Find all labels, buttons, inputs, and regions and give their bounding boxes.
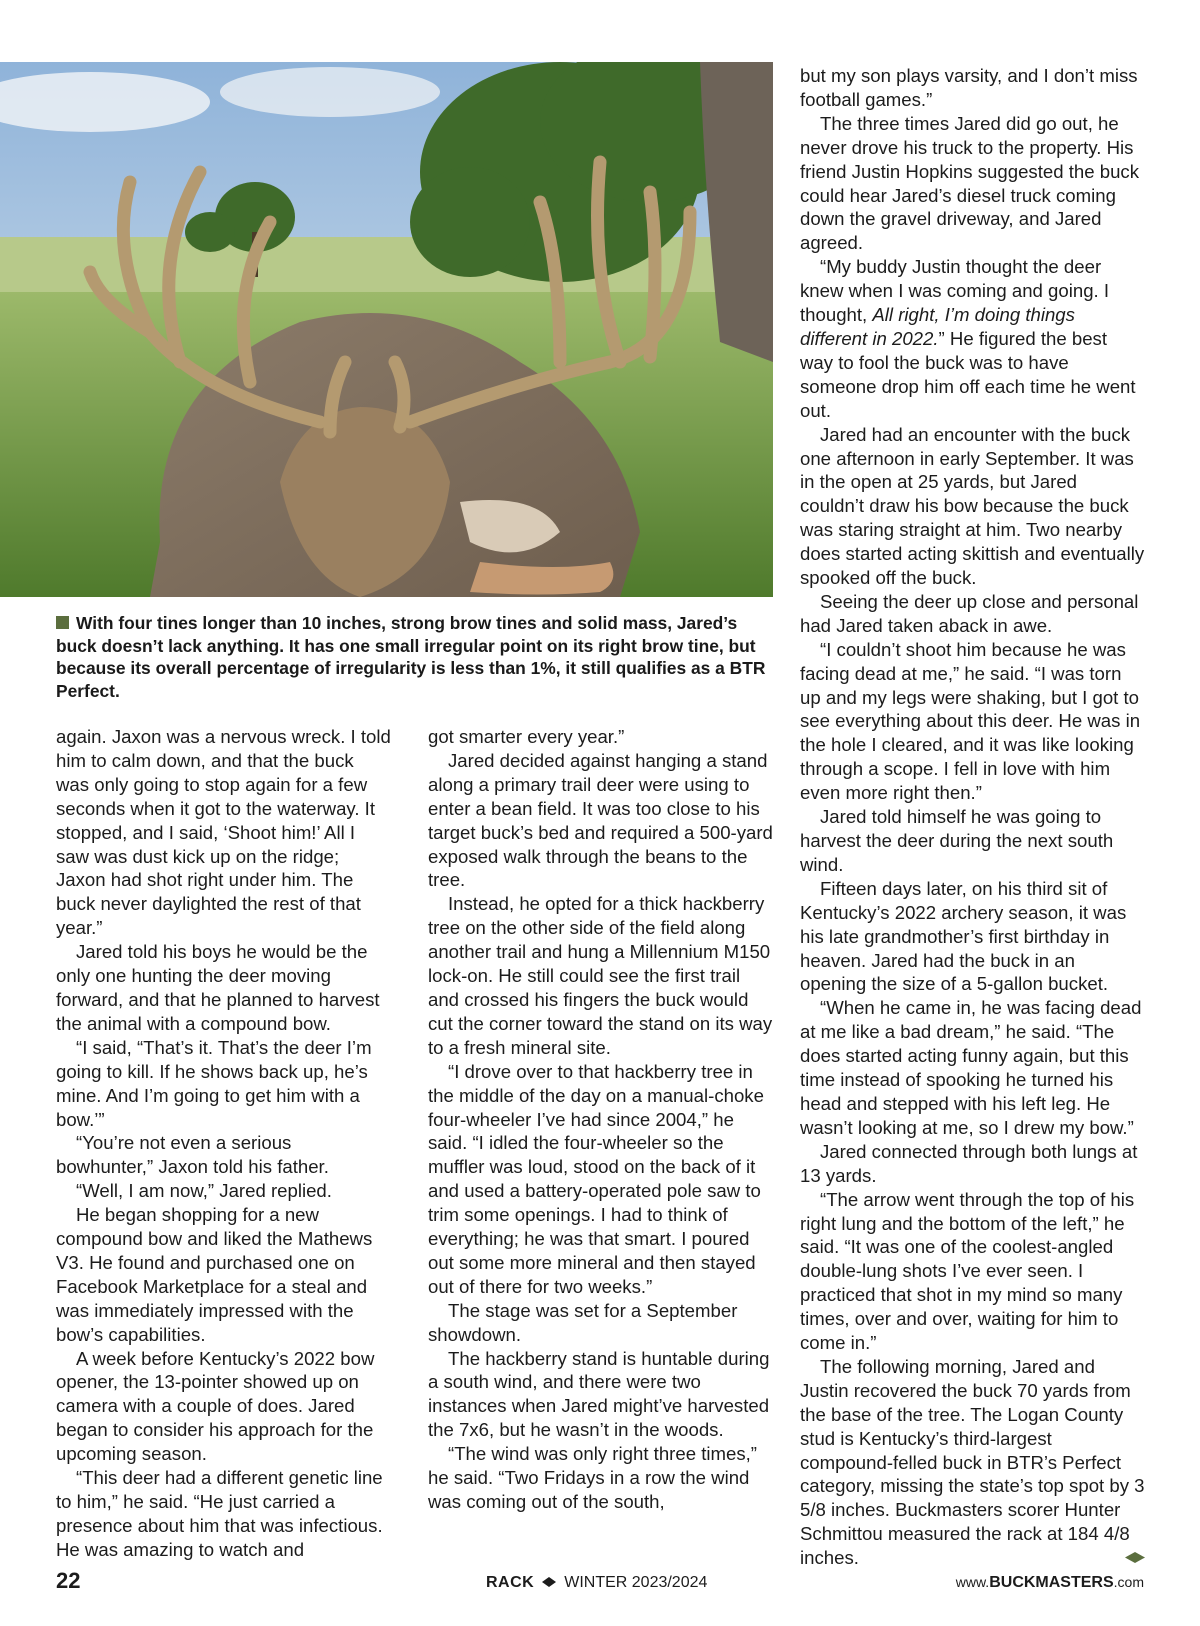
paragraph: A week before Kentucky’s 2022 bow opener, the 13-pointer showed up on camera with a couple of does. Jared began to consider his approach for the upcoming season. (56, 1347, 375, 1465)
paragraph: The three times Jared did go out, he never drove his truck to the property. His friend Justin Hopkins suggested the buck could hear Jared’s diesel truck coming down the gravel driveway, and Jared agreed. (800, 112, 1140, 254)
website-brand: BUCKMASTERS (989, 1574, 1114, 1591)
paragraph: “I said, “That’s it. That’s the deer I’m going to kill. If he shows back up, he’s mine. And I’m going to get him with a bow.’” (56, 1036, 372, 1130)
paragraph: “The arrow went through the top of his right lung and the bottom of the left,” he said. “It was one of the coolest-angled double-lung shots I’ve ever seen. I practiced that shot in my mind so many times, over and over, waiting for him to come in.” (800, 1188, 1135, 1354)
article-column-1 (56, 725, 391, 1562)
quote-text: ” He figured the best way to fool the buck was to have someone drop him off each time he went out. (800, 327, 1136, 421)
website[interactable] (956, 1574, 1144, 1592)
diamond-separator-icon (542, 1577, 556, 1587)
paragraph: He began shopping for a new compound bow and liked the Mathews V3. He found and purchased one on Facebook Marketplace for a steal and was immediately impressed with the bow’s capabilities. (56, 1204, 373, 1345)
paragraph: Jared decided against hanging a stand along a primary trail deer were using to enter a bean field. It was too close to his target buck’s bed and required a 500-yard exposed walk through the beans to the tree. (428, 749, 773, 891)
paragraph: “I drove over to that hackberry tree in the middle of the day on a manual-choke four-wheeler I’ve had since 2004,” he said. “I idled the four-wheeler so the muffler was loud, stood on the back of it and used a battery-operated pole saw to trim some openings. I had to think of everything; he was that smart. I poured out some more mineral and then stayed out of there for two weeks.” (428, 1060, 764, 1297)
caption-bullet-square (56, 616, 69, 629)
article-column-3 (800, 64, 1145, 1570)
paragraph: Fifteen days later, on his third sit of Kentucky’s 2022 archery season, it was his late grandmother’s first birthday in heaven. Jared had the buck in an opening the size of a 5-gallon bucket. (800, 877, 1127, 995)
paragraph: got smarter every year.” (428, 726, 625, 747)
paragraph: Jared had an encounter with the buck one afternoon in early September. It was in the open at 25 yards, but Jared couldn’t draw his bow because the buck was staring straight at him. Two nearby does started acting skittish and eventually spooked off the buck. (800, 423, 1145, 589)
photo-caption (56, 612, 768, 702)
paragraph: “Well, I am now,” Jared replied. (76, 1180, 332, 1202)
paragraph: “You’re not even a serious bowhunter,” Jaxon told his father. (56, 1132, 329, 1178)
caption-text: With four tines longer than 10 inches, strong brow tines and solid mass, Jared’s buck doesn’t lack anything. It has one small irregular point on its right brow tine, but because its overall percentage of irregularity is less than 1%, it still qualifies as a BTR Perfect. (56, 613, 766, 701)
paragraph: The hackberry stand is huntable during a south wind, and there were two instances when Jared might’ve harvested the 7x6, but he wasn’t in the woods. (428, 1347, 770, 1441)
website-suffix: .com (1113, 1574, 1144, 1590)
paragraph (800, 255, 1145, 422)
paragraph: “I couldn’t shoot him because he was facing dead at me,” he said. “I was torn up and my legs were shaking, but I got to see everything about this deer. He was in the hole I cleared, and it was like looking through a scope. I fell in love with him even more right then.” (800, 638, 1141, 804)
paragraph: Jared told his boys he would be the only one hunting the deer moving forward, and that he planned to harvest the animal with a compound bow. (56, 941, 380, 1034)
paragraph: Instead, he opted for a thick hackberry tree on the other side of the field along another trail and hung a Millennium M150 lock-on. He still could see the first trail and crossed his fingers the buck would cut the corner toward the stand on its way to a fresh mineral site. (428, 893, 773, 1058)
paragraph (800, 1355, 1145, 1570)
paragraph: Jared connected through both lungs at 13 yards. (800, 1140, 1138, 1186)
paragraph: “The wind was only right three times,” he said. “Two Fridays in a row the wind was coming out of the south, (428, 1443, 757, 1512)
magazine-footer (486, 1574, 707, 1592)
paragraph: Jared told himself he was going to harvest the deer during the next south wind. (800, 806, 1114, 875)
paragraph: “This deer had a different genetic line to him,” he said. “He just carried a presence about him that was infectious. He was amazing to watch and (56, 1467, 383, 1560)
page-number: 22 (56, 1568, 81, 1593)
magazine-name: RACK (486, 1574, 535, 1591)
paragraph: but my son plays varsity, and I don’t miss football games.” (800, 65, 1138, 110)
paragraph-text: The following morning, Jared and Justin recovered the buck 70 yards from the base of the tree. The Logan County stud is Kentucky’s third-largest compound-felled buck in BTR’s Perfect category, missing the state’s top spot by 3 5/8 inches. Buckmasters scorer Hunter Schmittou measured the rack at 184 4/8 inches. (800, 1355, 1145, 1569)
website-prefix: www. (955, 1574, 990, 1590)
end-diamond-icon (1125, 1552, 1145, 1563)
paragraph: again. Jaxon was a nervous wreck. I told him to calm down, and that the buck was only going to stop again for a few seconds when it got to the waterway. It stopped, and I said, ‘Shoot him!’ All I saw was dust kick up on the ridge; Jaxon had shot right under him. The buck never daylighted the rest of that year.” (56, 726, 391, 939)
buck-photo (0, 62, 773, 597)
paragraph: Seeing the deer up close and personal had Jared taken aback in awe. (800, 590, 1139, 636)
article-column-2 (428, 725, 773, 1514)
issue-date: WINTER 2023/2024 (564, 1574, 708, 1591)
paragraph: “When he came in, he was facing dead at me like a bad dream,” he said. “The does started acting funny again, but this time instead of spooking he turned his head and stepped with his left leg. He wasn’t looking at me, so I drew my bow.” (800, 997, 1142, 1138)
italic-thought: All right, I’m doing things different in 2022. (800, 304, 1075, 349)
quote-text: “My buddy Justin thought the deer knew when I was coming and going. I thought, (800, 256, 1110, 326)
paragraph: The stage was set for a September showdown. (428, 1299, 738, 1345)
